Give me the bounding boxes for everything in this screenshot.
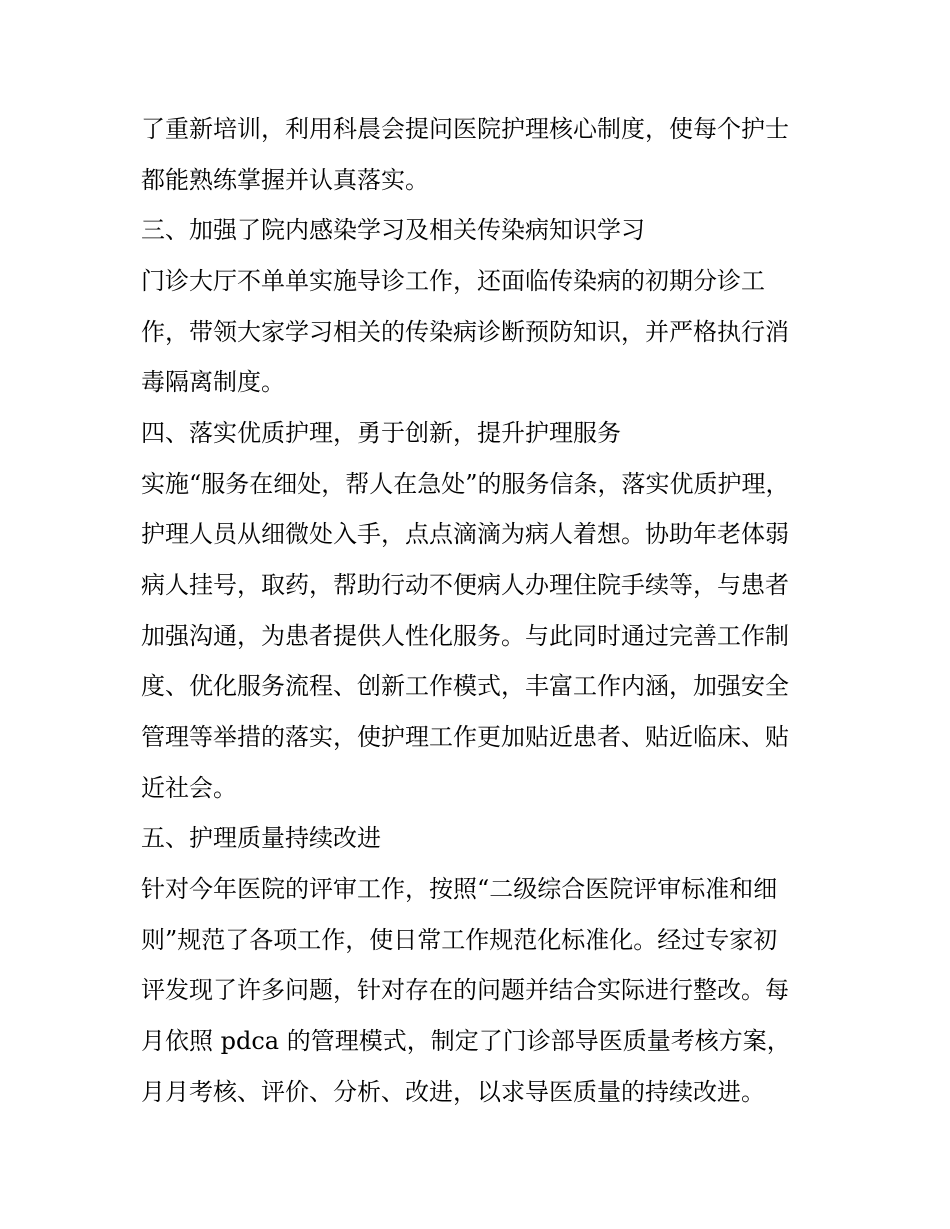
text-line: 实施“服务在细处，帮人在急处”的服务信条，落实优质护理， [141, 470, 790, 498]
text-line: 了重新培训，利用科晨会提问医院护理核心制度，使每个护士 [141, 115, 789, 143]
text-line: 作，带领大家学习相关的传染病诊断预防知识，并严格执行消 [141, 318, 789, 346]
text-line: 月月考核、评价、分析、改进，以求导医质量的持续改进。 [141, 1078, 765, 1106]
section-heading-5: 五、护理质量持续改进 [141, 824, 381, 852]
text-line: 月依照 pdca 的管理模式，制定了门诊部导医质量考核方案， [141, 1027, 791, 1055]
text-line: 都能熟练掌握并认真落实。 [141, 166, 429, 194]
section-heading-4: 四、落实优质护理，勇于创新，提升护理服务 [141, 419, 621, 447]
text-line: 度、优化服务流程、创新工作模式，丰富工作内涵，加强安全 [141, 672, 789, 700]
text-line: 病人挂号，取药，帮助行动不便病人办理住院手续等，与患者 [141, 571, 789, 599]
text-line: 护理人员从细微处入手，点点滴滴为病人着想。协助年老体弱 [141, 520, 789, 548]
text-line: 近社会。 [141, 774, 237, 802]
text-line: 管理等举措的落实，使护理工作更加贴近患者、贴近临床、贴 [141, 723, 789, 751]
section-heading-3: 三、加强了院内感染学习及相关传染病知识学习 [141, 216, 645, 244]
text-line: 毒隔离制度。 [141, 368, 285, 396]
text-line: 评发现了许多问题，针对存在的问题并结合实际进行整改。每 [141, 976, 789, 1004]
text-line: 则”规范了各项工作，使日常工作规范化标准化。经过专家初 [141, 926, 778, 954]
text-line: 针对今年医院的评审工作，按照“二级综合医院评审标准和细 [141, 875, 778, 903]
text-line: 加强沟通，为患者提供人性化服务。与此同时通过完善工作制 [141, 622, 789, 650]
text-line: 门诊大厅不单单实施导诊工作，还面临传染病的初期分诊工 [141, 267, 765, 295]
